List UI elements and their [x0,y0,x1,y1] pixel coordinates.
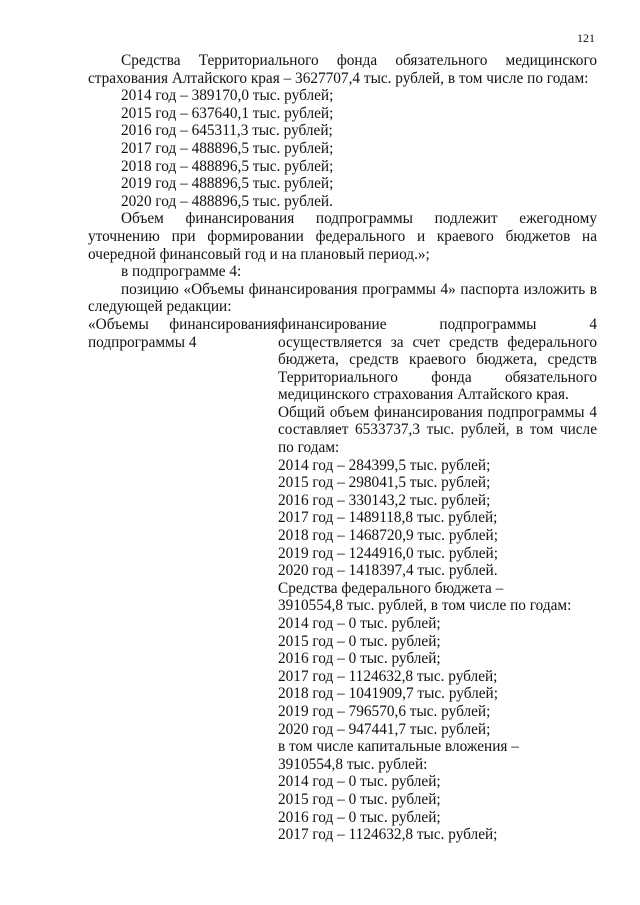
capital-total: 3910554,8 тыс. рублей: [278,755,428,773]
federal-year-2017: 2017 год – 1124632,8 тыс. рублей; [278,667,498,685]
tfoms-year-2017: 2017 год – 488896,5 тыс. рублей; [121,139,334,157]
tfoms-year-2020: 2020 год – 488896,5 тыс. рублей. [121,192,333,210]
total-year-2020: 2020 год – 1418397,4 тыс. рублей. [278,562,498,580]
federal-total: 3910554,8 тыс. рублей, в том числе по годам: [278,597,572,615]
federal-year-2018: 2018 год – 1041909,7 тыс. рублей; [278,685,498,703]
tfoms-year-2018: 2018 год – 488896,5 тыс. рублей; [121,157,334,175]
federal-year-2015: 2015 год – 0 тыс. рублей; [278,632,441,650]
total-year-2019: 2019 год – 1244916,0 тыс. рублей; [278,544,498,562]
document-body [88,52,597,844]
federal-year-2016: 2016 год – 0 тыс. рублей; [278,650,441,668]
funding-note-paragraph: Объем финансирования подпрограммы подлежит ежегодному уточнению при формировании федерального и краевого бюджетов на очередной финансовый год и на плановый период.»; [88,210,597,263]
capital-year-2017: 2017 год – 1124632,8 тыс. рублей; [278,826,498,844]
federal-heading: Средства федерального бюджета – [278,579,504,597]
page-number: 121 [577,31,595,45]
total-year-2015: 2015 год – 298041,5 тыс. рублей; [278,474,491,492]
capital-year-2014: 2014 год – 0 тыс. рублей; [278,773,441,791]
total-year-2014: 2014 год – 284399,5 тыс. рублей; [278,456,491,474]
tfoms-year-2014: 2014 год – 389170,0 тыс. рублей; [121,87,334,105]
instruction-paragraph: позицию «Объемы финансирования программы 4» паспорта изложить в следующей редакции: [88,280,597,316]
funding-description: финансирование подпрограммы 4 осуществляется за счет средств федерального бюджета, средств краевого бюджета, средств Территориального фонда обязательного медицинского страхования Алтайского края. [278,315,597,404]
capital-heading: в том числе капитальные вложения – [278,738,519,756]
tfoms-year-2016: 2016 год – 645311,3 тыс. рублей; [121,122,333,140]
passport-label-column [88,316,278,844]
passport-label: «Объемы финансирования подпрограммы 4 [88,315,278,351]
capital-year-2016: 2016 год – 0 тыс. рублей; [278,808,441,826]
capital-year-2015: 2015 год – 0 тыс. рублей; [278,790,441,808]
passport-value-column [278,316,597,844]
federal-year-2020: 2020 год – 947441,7 тыс. рублей; [278,720,491,738]
federal-year-2019: 2019 год – 796570,6 тыс. рублей; [278,702,491,720]
federal-year-2014: 2014 год – 0 тыс. рублей; [278,615,441,632]
total-year-2016: 2016 год – 330143,2 тыс. рублей; [278,491,491,509]
total-funding-paragraph: Общий объем финансирования подпрограммы 4 составляет 6533737,3 тыс. рублей, в том числе по годам: [278,403,597,457]
total-year-2018: 2018 год – 1468720,9 тыс. рублей; [278,527,498,545]
tfoms-year-2015: 2015 год – 637640,1 тыс. рублей; [121,104,334,122]
tfoms-year-2019: 2019 год – 488896,5 тыс. рублей; [121,175,334,193]
total-year-2017: 2017 год – 1489118,8 тыс. рублей; [278,509,498,527]
passport-table [88,316,597,844]
subprogram-4-heading: в подпрограмме 4: [121,263,242,281]
tfoms-intro-paragraph: Средства Территориального фонда обязательного медицинского страхования Алтайского края – 3627707,4 тыс. рублей, в том числе по годам: [88,52,597,87]
